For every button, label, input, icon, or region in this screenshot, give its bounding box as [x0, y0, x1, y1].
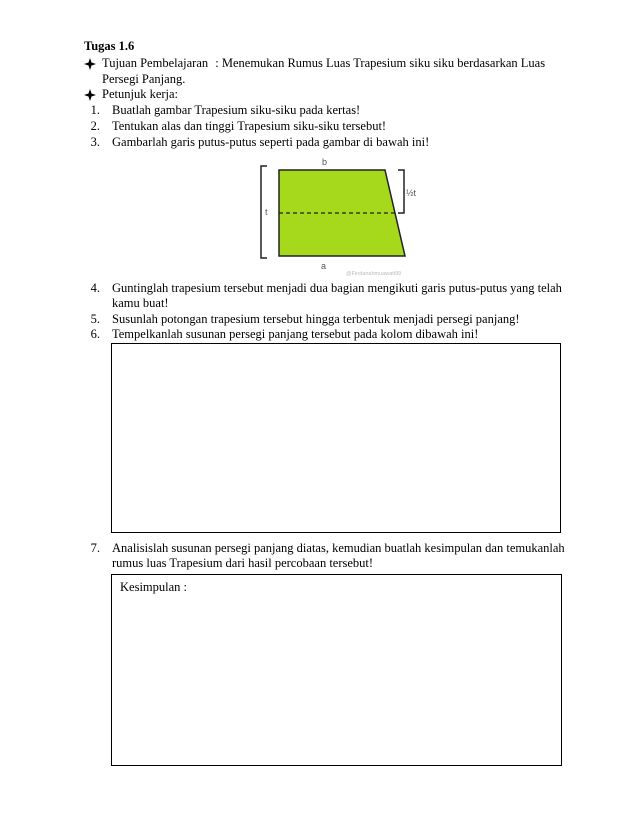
- goal-separator: :: [215, 56, 219, 70]
- diamond-bullet-icon: [84, 58, 96, 70]
- step-number: 7.: [90, 541, 100, 555]
- conclusion-label: Kesimpulan :: [120, 580, 188, 594]
- step-text: Buatlah gambar Trapesium siku-siku pada kertas!: [112, 103, 361, 117]
- step-text: Tempelkanlah susunan persegi panjang tersebut pada kolom dibawah ini!: [112, 327, 479, 341]
- diamond-bullet-icon: [84, 89, 96, 101]
- step-text: Gambarlah garis putus-putus seperti pada gambar di bawah ini!: [112, 135, 430, 149]
- half-height-bracket: [398, 170, 404, 213]
- step-text: Analisislah susunan persegi panjang diatas, kemudian buatlah kesimpulan dan temukanlah: [112, 541, 565, 555]
- step-number: 2.: [90, 119, 100, 133]
- step-text: Tentukan alas dan tinggi Trapesium siku-siku tersebut!: [112, 119, 387, 133]
- watermark: @Findanahmuawati99: [346, 271, 402, 277]
- step-text-continued: kamu buat!: [112, 296, 169, 310]
- instructions-heading: Petunjuk kerja:: [102, 87, 179, 101]
- goal-label: Tujuan Pembelajaran: [102, 56, 209, 70]
- step-number: 3.: [90, 135, 100, 149]
- step-number: 1.: [90, 103, 100, 117]
- conclusion-box[interactable]: [111, 574, 562, 766]
- step-text: Susunlah potongan trapesium tersebut hingga terbentuk menjadi persegi panjang!: [112, 312, 520, 326]
- step-number: 4.: [90, 281, 100, 295]
- step-text-continued: rumus luas Trapesium dari hasil percobaan tersebut!: [112, 556, 374, 570]
- goal-line-1: [102, 56, 545, 71]
- top-base-label: b: [322, 158, 328, 167]
- bottom-base-label: a: [321, 261, 327, 271]
- half-height-label: ½t: [406, 188, 417, 198]
- goal-line-2: Persegi Panjang.: [102, 72, 186, 86]
- trapezoid-figure: [255, 158, 435, 280]
- step-text: Guntinglah trapesium tersebut menjadi dua bagian mengikuti garis putus-putus yang telah: [112, 281, 562, 295]
- page-title: Tugas 1.6: [84, 39, 135, 53]
- goal-text: Menemukan Rumus Luas Trapesium siku siku berdasarkan Luas: [221, 56, 546, 70]
- step-number: 6.: [90, 327, 100, 341]
- height-label: t: [265, 207, 268, 217]
- paste-area-box[interactable]: [111, 343, 561, 533]
- step-number: 5.: [90, 312, 100, 326]
